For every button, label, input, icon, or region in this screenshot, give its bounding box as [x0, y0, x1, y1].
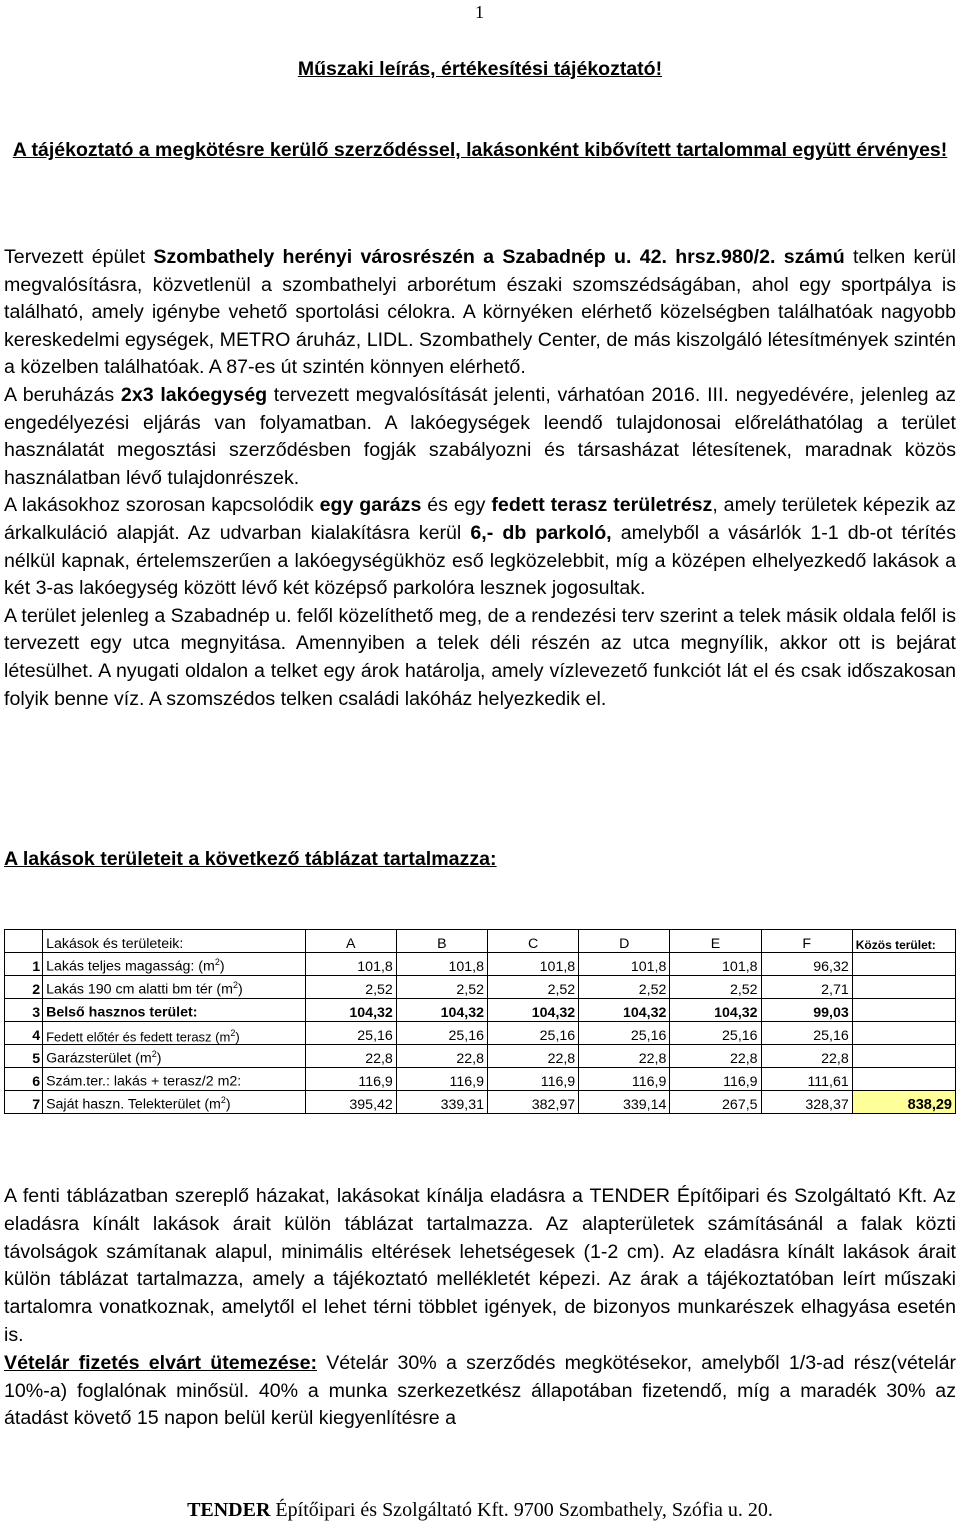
page-footer: TENDER Építőipari és Szolgáltató Kft. 9700 Szombathely, Szófia u. 20.	[187, 1499, 773, 1521]
table-row: 7 Saját haszn. Telekterület $(m^2)$ 395,42 339,31 382,97 339,14 267,5 328,37 838,29	[5, 1091, 956, 1114]
page-number: 1	[475, 2, 484, 22]
column-header: C	[488, 930, 579, 953]
table-row: 5 Garázsterület $(m^2)$ 22,8 22,8 22,8 22,8 22,8 22,8	[5, 1045, 956, 1068]
closing-paragraph-offer: A fenti táblázatban szereplő házakat, lakásokat kínálja eladásra a TENDER Építőipari és Szolgáltató Kft. Az eladásra kínált lakások árait külön táblázat tartalmazza. Az alapterületek számításánál a falak közti távolságok számítanak alapul, minimális eltérések lehetségesek (1-2 cm). Az eladásra kínált lakások árait külön táblázat tartalmazza, amely a tájékoztató mellékletét képezi. Az árak a tájékoztatóban leírt műszaki tartalomra vonatkoznak, amelytől el lehet térni többlet igények, de bizonyos munkarészek elhagyása esetén is.	[4, 1185, 956, 1346]
column-header: E	[670, 930, 761, 953]
table-row: 1 Lakás teljes magasság: $(m^2)$ 101,8 101,8 101,8 101,8 101,8 96,32	[5, 953, 956, 976]
location-highlight: Szombathely herényi városrészén a Szabadnép u. 42. hrsz.980/2. számú	[153, 246, 845, 268]
column-header: D	[579, 930, 670, 953]
table-row: 2 Lakás 190 cm alatti bm tér $(m^2)$ 2,52 2,52 2,52 2,52 2,52 2,71	[5, 976, 956, 999]
unit-count-highlight: 2x3 lakóegység	[120, 383, 268, 406]
table-row: 4 Fedett előtér és fedett terasz $(m^2)$ 25,16 25,16 25,16 25,16 25,16 25,16	[5, 1022, 956, 1045]
common-area-total: 838,29	[852, 1091, 955, 1114]
areas-table	[4, 929, 956, 1114]
closing-paragraph-payment: Vételár fizetés elvárt ütemezése: Vételár 30% a szerződés megkötésekor, amelyből 1/3-ad rész(vételár 10%-a) foglalónak minősül. 40% a munka szerkezetkész állapotában fizetendő, míg a maradék 30% az átadást követő 15 napon belül kerül kiegyenlítésre a	[4, 1351, 956, 1430]
column-header: A	[305, 930, 396, 953]
intro-paragraph-location: Tervezett épület Szombathely herényi városrészén a Szabadnép u. 42. hrsz.980/2. számú telken kerül megvalósításra, közvetlenül a szombathelyi arborétum északi szomszédságában, ahol egy sportpálya is található, amely igénybe vehető sportolási célokra. A környéken elérhető közelségben találhatóak nagyobb kereskedelmi egységek, METRO áruház, LIDL. Szombathely Center, de más kiszolgáló létesítmények szintén a közelben találhatóak. A 87-es út szintén könnyen elérhető.	[4, 246, 956, 379]
page-subtitle: A tájékoztató a megkötésre kerülő szerződéssel, lakásonként kibővített tartalommal együtt érvényes!	[12, 139, 948, 161]
table-header-label: Lakások és területeik:	[43, 930, 306, 953]
column-header: B	[396, 930, 487, 953]
table-row: 3 Belső hasznos terület: 104,32 104,32 104,32 104,32 104,32 99,03	[5, 999, 956, 1022]
page-title: Műszaki leírás, értékesítési tájékoztató!	[297, 58, 663, 80]
intro-paragraph-garage: A lakásokhoz szorosan kapcsolódik egy garázs és egy fedett terasz területrész, amely területek képezik az árkalkuláció alapját. Az udvarban kialakításra kerül 6,- db parkoló, amelyből a vásárlók 1-1 db-ot térítés nélkül kapnak, értelemszerűen a lakóegységükhöz eső legközelebbit, míg a középen elhelyezkedő lakások a két 3-as lakóegység között lévő két középső parkolóra lesznek jogosultak.	[4, 494, 956, 600]
table-header-row	[5, 930, 956, 953]
intro-paragraph-investment: A beruházás 2x3 lakóegység tervezett megvalósítását jelenti, várhatóan 2016. III. negyedévére, jelenleg az engedélyezési eljárás van folyamatban. A lakóegységek leendő tulajdonosai előreláthatólag a terület használatát megosztási szerződésben fogják szabályozni és társasházat létesítenek, maradnak közös használatban lévő tulajdonrészek.	[4, 383, 956, 489]
column-header: F	[761, 930, 852, 953]
intro-paragraph-access: A terület jelenleg a Szabadnép u. felől közelíthető meg, de a rendezési terv szerint a telek másik oldala felől is tervezett egy utca megnyitása. Amennyiben a telek déli részén az utca megnyílik, akkor ott is bejárat létesülhet. A nyugati oldalon a telket egy árok határolja, amely vízlevezető funkciót lát el és csak időszakosan folyik benne víz. A szomszédos telken családi lakóház helyezkedik el.	[4, 604, 956, 710]
payment-heading: Vételár fizetés elvárt ütemezése:	[4, 1351, 317, 1374]
section-title: A lakások területeit a következő táblázat tartalmazza:	[4, 848, 497, 870]
company-name: TENDER	[187, 1499, 271, 1521]
intro-text	[4, 244, 956, 713]
column-header-common: Közös terület:	[852, 930, 955, 953]
table-row: 6 Szám.ter.: lakás + terasz/2 m2: 116,9 116,9 116,9 116,9 116,9 111,61	[5, 1068, 956, 1091]
closing-text	[4, 1183, 956, 1433]
